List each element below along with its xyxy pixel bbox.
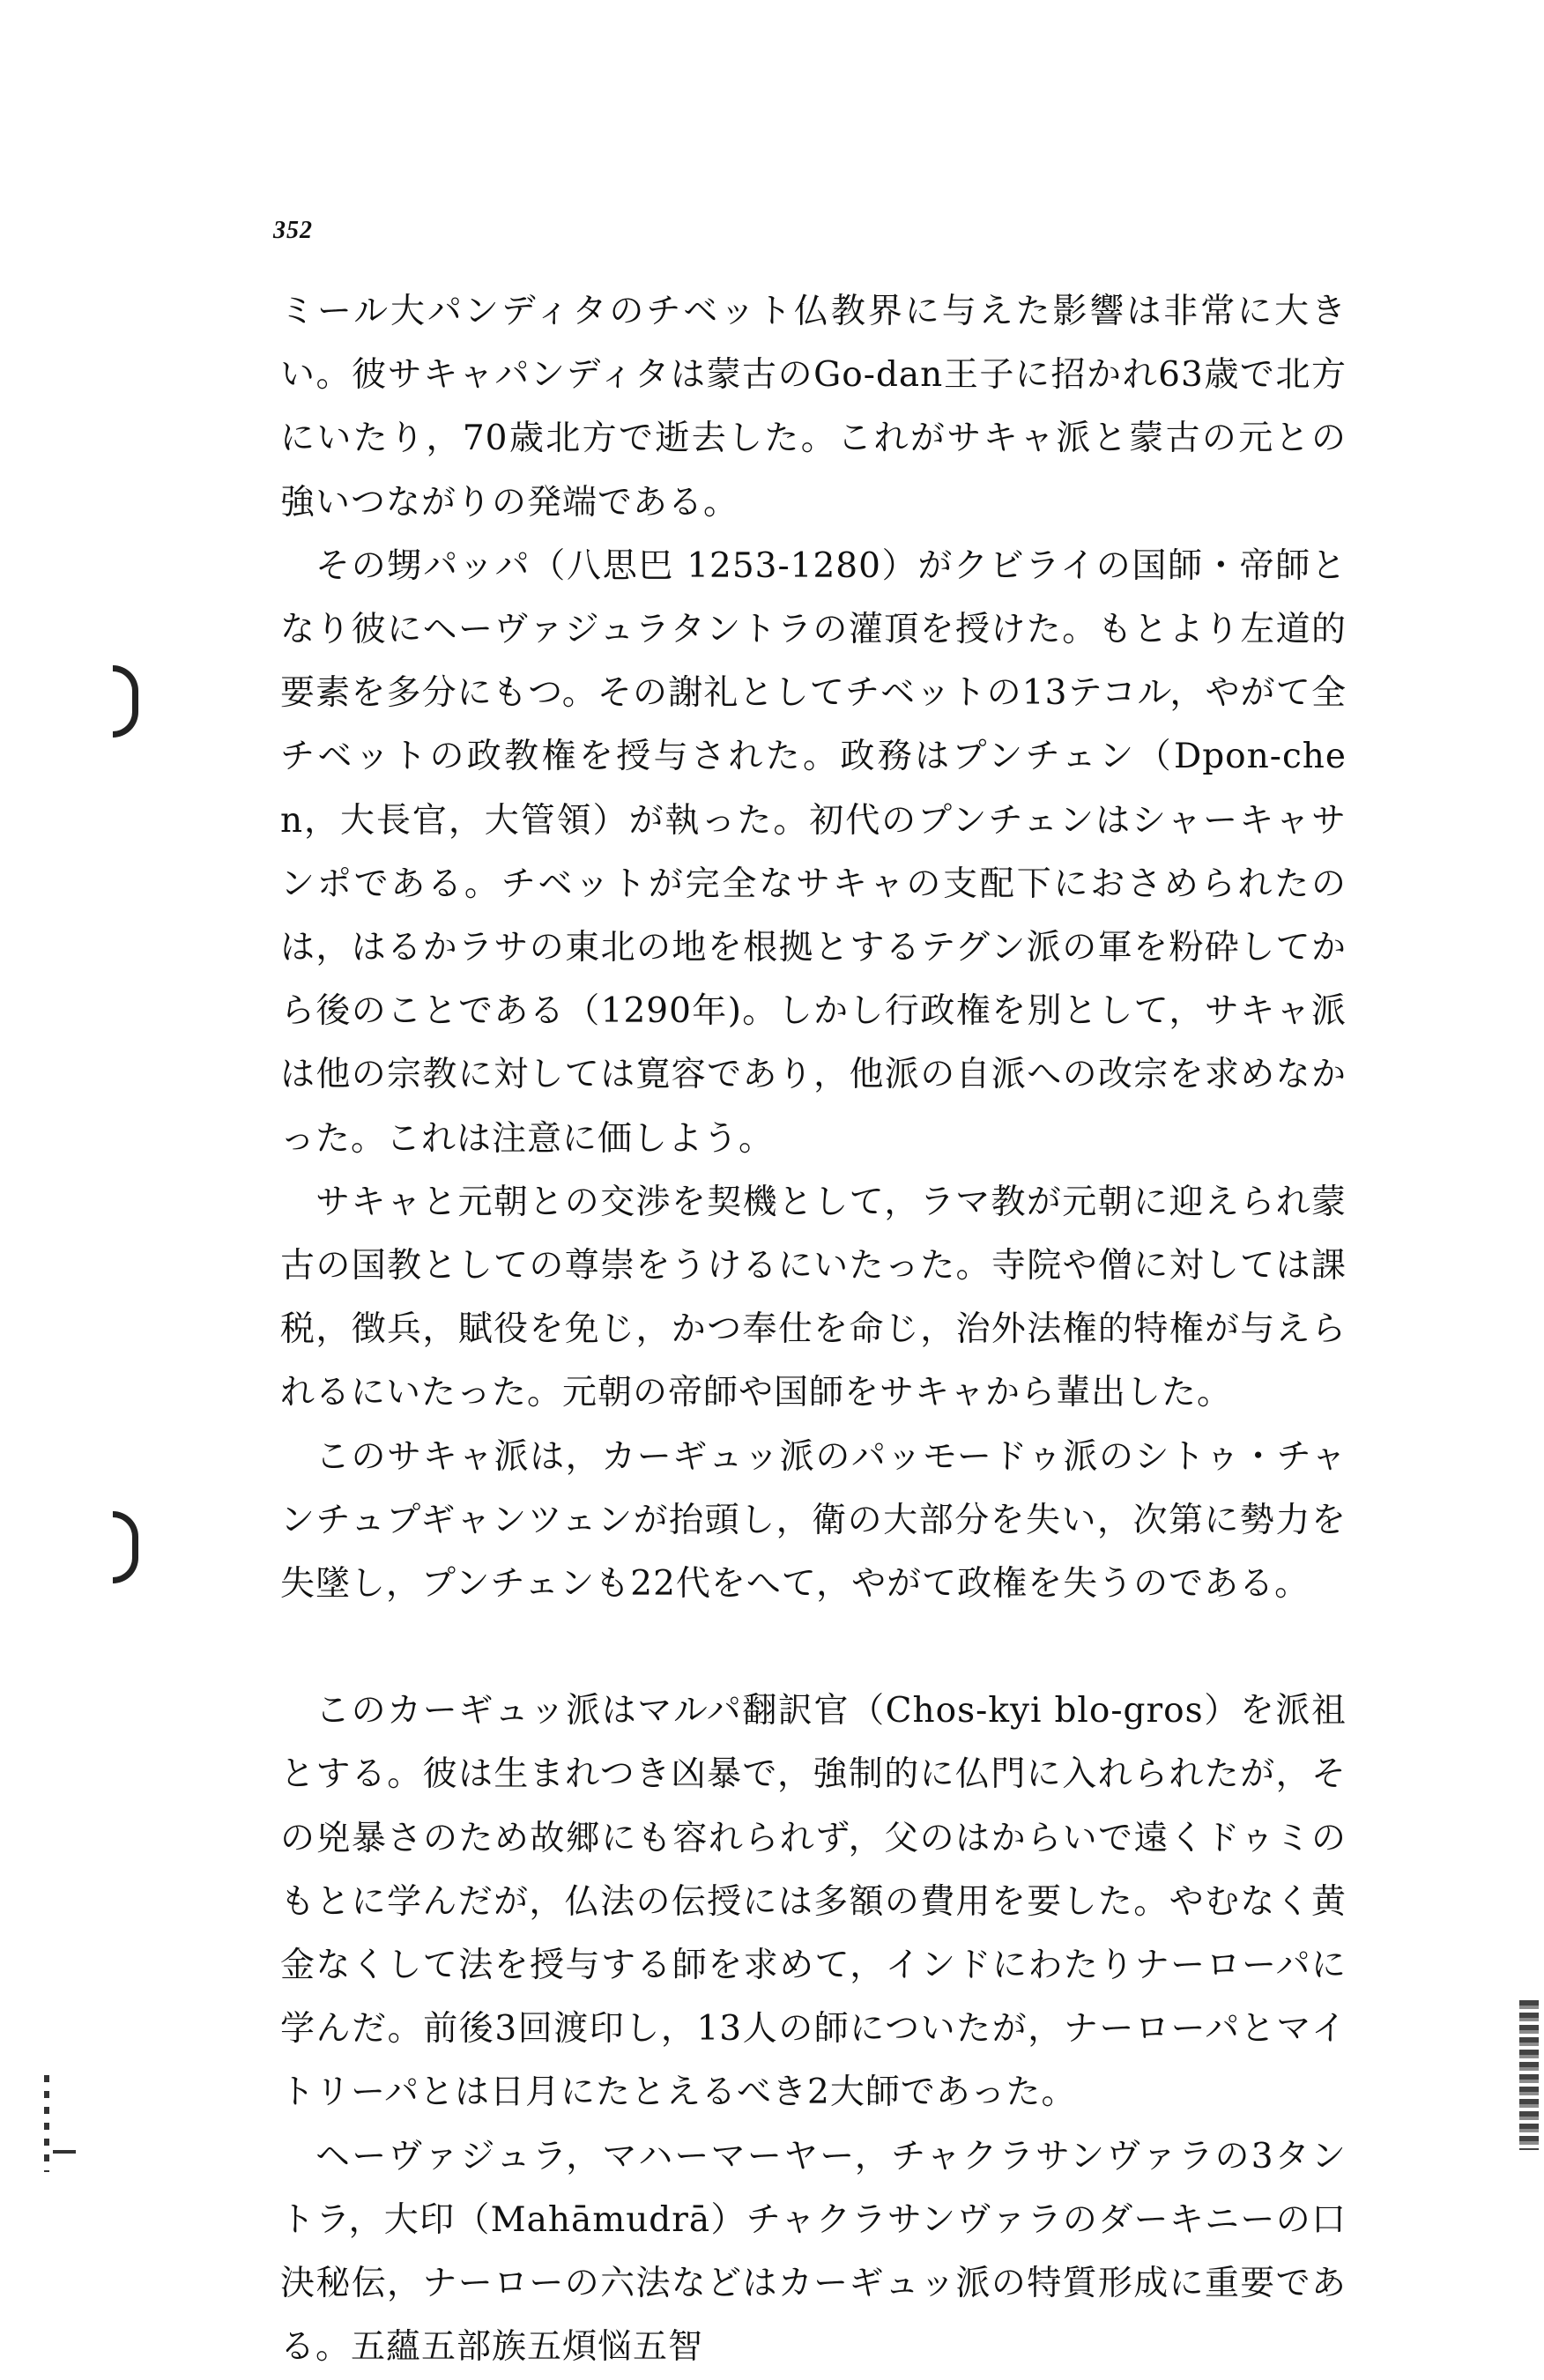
paragraph-1: ミール大パンディタのチベット仏教界に与えた影響は非常に大きい。彼サキャパンディタは蒙古のGo-dan王子に招かれ63歳で北方にいたり，70歳北方で逝去した。これがサキャ派と蒙古の元との強いつながりの発端である。 [280,292,1347,523]
scan-edge-mark [53,2150,76,2154]
paragraph-2: その甥パッパ（八思巴 1253-1280）がクビライの国師・帝師となり彼にヘーヴァジュラタントラの灌頂を授けた。もとより左道的要素を多分にもつ。その謝礼としてチベットの13テコル，やがて全チベットの政教権を授与された。政務はプンチェン（Dpon-chen，大長官，大管領）が執った。初代のプンチェンはシャーキャサンポである。チベットが完全なサキャの支配下におさめられたのは，はるかラサの東北の地を根拠とするテグン派の軍を粉砕してから後のことである（1290年)。しかし行政権を別として，サキャ派は他の宗教に対しては寛容であり，他派の自派への改宗を求めなかった。これは注意に価しよう。 [280,545,1347,1159]
paragraph-3: サキャと元朝との交渉を契機として，ラマ教が元朝に迎えられ蒙古の国教としての尊崇をうけるにいたった。寺院や僧に対しては課税，徴兵，賦役を免じ，かつ奉仕を命じ，治外法権的特権が与えられるにいたった。元朝の帝師や国師をサキャから輩出した。 [280,1182,1347,1413]
binder-hole-mark [113,665,138,738]
scan-edge-mark [44,2075,49,2172]
section-gap [280,1616,1347,1679]
paragraph-6: ヘーヴァジュラ，マハーマーヤー，チャクラサンヴァラの3タントラ，大印（Mahāmudrā）チャクラサンヴァラのダーキニーの口決秘伝，ナーローの六法などはカーギュッ派の特質形成に重要である。五蘊五部族五煩悩五智 [280,2136,1347,2368]
paragraph-5: このカーギュッ派はマルパ翻訳官（Chos-kyi blo-gros）を派祖とする。彼は生まれつき凶暴で，強制的に仏門に入れられたが，その兇暴さのため故郷にも容れられず，父のはからいで遠くドゥミのもとに学んだが，仏法の伝授には多額の費用を要した。やむなく黄金なくして法を授与する師を求めて，インドにわたりナーローパに学んだ。前後3回渡印し，13人の師についたが，ナーローパとマイトリーパとは日月にたとえるべき2大師であった。 [280,1691,1347,2113]
paragraph-4: このサキャ派は，カーギュッ派のパッモードゥ派のシトゥ・チャンチュプギャンツェンが抬頭し，衛の大部分を失い，次第に勢力を失墜し，プンチェンも22代をへて，やがて政権を失うのである。 [280,1436,1347,1605]
scan-edge-mark [1519,2000,1539,2150]
body-text [280,280,1347,2380]
page-number: 352 [273,217,313,244]
binder-hole-mark [113,1511,138,1583]
